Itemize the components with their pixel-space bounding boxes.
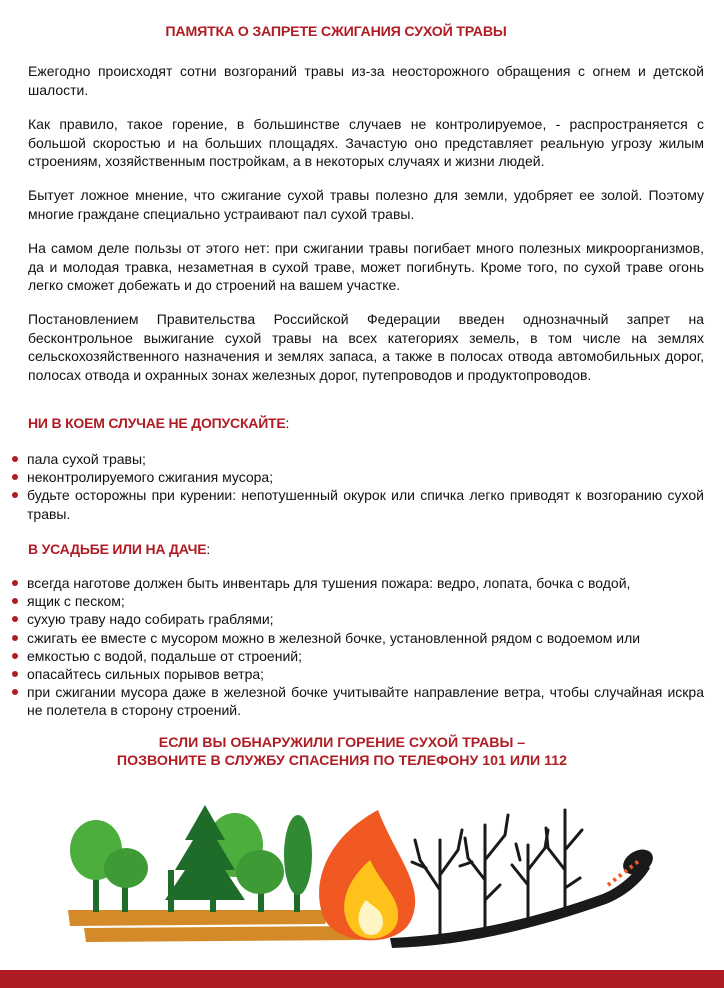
bottom-border — [0, 970, 724, 988]
tree-icon — [236, 850, 284, 894]
paragraph-spread: Как правило, такое горение, в большинстве случаев не контролируемое, - распространяется с большой скоростью и на больших площадях. Зачастую оно представляет реальную угрозу жилым строениям, хозяйственным постройкам, а в некоторых случаях и жизни людей. — [28, 116, 704, 170]
charred-tree-icon — [460, 815, 508, 932]
tree-icon — [284, 815, 312, 895]
emergency-call-notice — [0, 735, 684, 770]
emergency-line-1: ЕСЛИ ВЫ ОБНАРУЖИЛИ ГОРЕНИЕ СУХОЙ ТРАВЫ – — [158, 735, 526, 751]
section-heading-text: В УСАДЬБЕ ИЛИ НА ДАЧЕ — [28, 541, 207, 557]
paragraph-intro: Ежегодно происходят сотни возгораний травы из-за неосторожного обращения с огнем и детской шалости. — [28, 63, 704, 98]
garden-list — [10, 574, 704, 720]
list-item: сухую траву надо собирать граблями; — [10, 610, 704, 628]
charred-tree-icon — [412, 830, 462, 935]
list-item: при сжигании мусора даже в железной бочке учитывайте направление ветра, чтобы случайная искра не полетела в сторону строений. — [10, 683, 704, 719]
paragraph-harm: На самом деле пользы от этого нет: при сжигании травы погибает много полезных микроорганизмов, да и молодая травка, незаметная в сухой траве, может погибнуть. Кроме того, по сухой траве огонь легко сможет добежать и до строений на вашем участке. — [28, 240, 704, 294]
list-item: сжигать ее вместе с мусором можно в железной бочке, установленной рядом с водоемом или — [10, 629, 704, 647]
paragraph-law: Постановлением Правительства Российской Федерации введен однозначный запрет на бесконтрольное выжигание сухой травы на всех категориях земель, в том числе на землях сельскохозяйственного назначения и землях запаса, а также в полосах отвода автомобильных дорог, полосах отвода и охранных зонах железных дорог, путепроводов и продуктопроводов. — [28, 311, 704, 383]
ground-strip-icon — [68, 910, 330, 926]
list-item: емкостью с водой, подальше от строений; — [10, 647, 704, 665]
charred-tree-icon — [546, 810, 582, 912]
list-item: всегда наготове должен быть инвентарь для тушения пожара: ведро, лопата, бочка с водой, — [10, 574, 704, 592]
section-heading-colon: : — [206, 541, 211, 557]
section-heading-text: НИ В КОЕМ СЛУЧАЕ НЕ ДОПУСКАЙТЕ — [28, 415, 286, 431]
list-item: неконтролируемого сжигания мусора; — [10, 468, 704, 486]
list-item: будьте осторожны при курении: непотушенный окурок или спичка легко приводят к возгоранию сухой травы. — [10, 486, 704, 522]
section-heading-prohibited — [28, 415, 289, 431]
paragraph-myth: Бытует ложное мнение, что сжигание сухой травы полезно для земли, удобряет ее золой. Поэтому многие граждане специально устраивают пал сухой травы. — [28, 187, 704, 222]
tree-icon — [104, 848, 148, 888]
prohibited-list — [10, 450, 704, 523]
forest-fire-match-icon — [60, 800, 660, 955]
emergency-line-2: ПОЗВОНИТЕ В СЛУЖБУ СПАСЕНИЯ ПО ТЕЛЕФОНУ 101 ИЛИ 112 — [116, 752, 568, 769]
section-heading-garden — [28, 541, 210, 557]
list-item: ящик с песком; — [10, 592, 704, 610]
ground-strip-icon — [84, 926, 360, 942]
charred-tree-icon — [512, 830, 548, 925]
section-heading-colon: : — [285, 415, 290, 431]
page-title: ПАМЯТКА О ЗАПРЕТЕ СЖИГАНИЯ СУХОЙ ТРАВЫ — [165, 24, 507, 40]
list-item: опасайтесь сильных порывов ветра; — [10, 665, 704, 683]
list-item: пала сухой травы; — [10, 450, 704, 468]
